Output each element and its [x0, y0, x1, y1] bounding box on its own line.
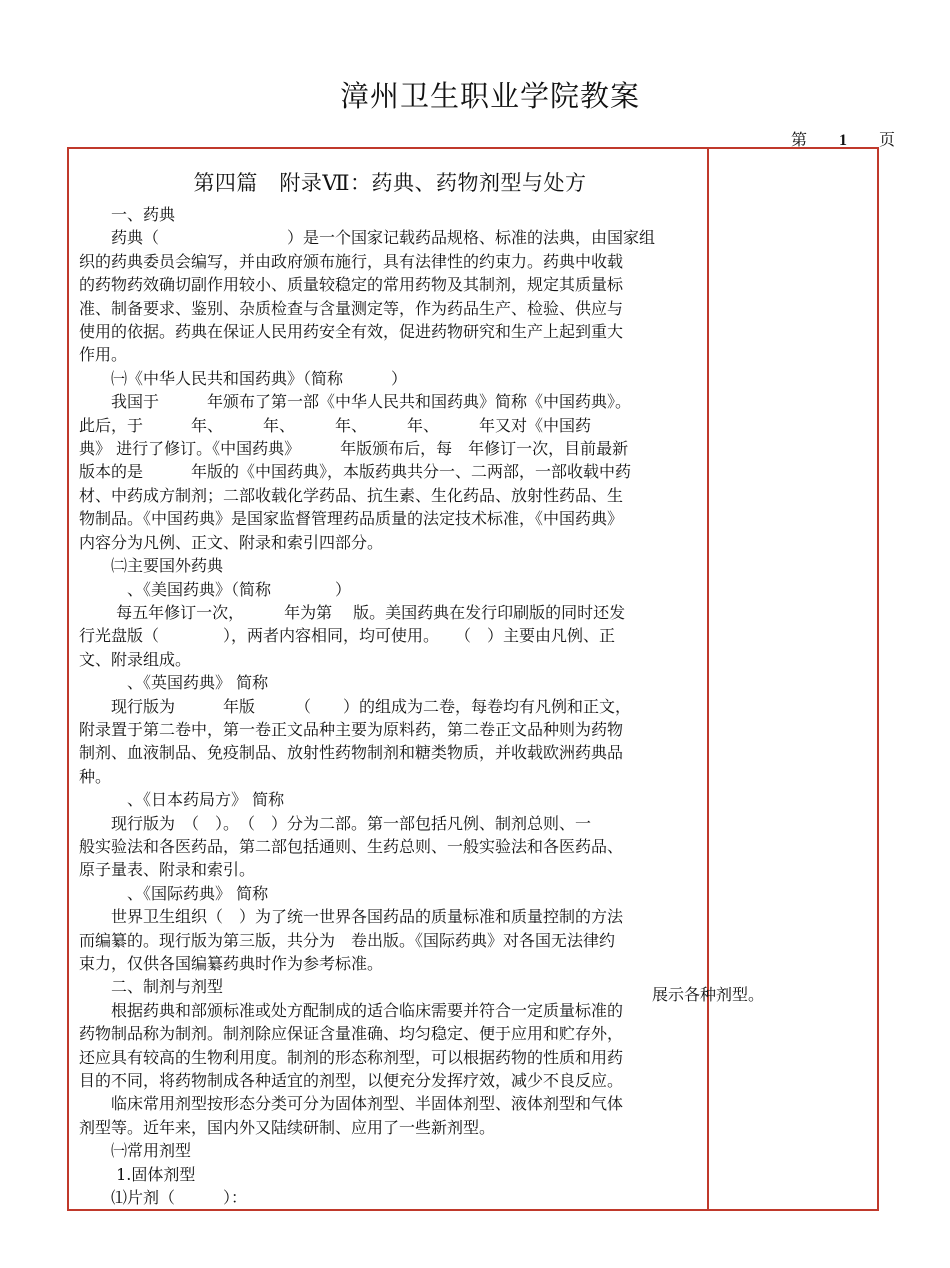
page-suffix: 页 — [879, 130, 896, 149]
text-line: 每五年修订一次， 年为第 版。美国药典在发行印刷版的同时还发 — [79, 602, 626, 622]
text-line: 文、附录组成。 — [79, 649, 192, 669]
text-line: 、《日本药局方》 简称 — [79, 790, 285, 810]
main-content-column — [69, 149, 707, 1209]
text-line: 一、药典 — [79, 205, 176, 224]
text-line: 典》 进行了修订。《中国药典》 年版颁布后，每 年修订一次，目前最新 — [79, 439, 629, 459]
text-line: 目的不同，将药物制成各种适宜的剂型，以便充分发挥疗效，减少不良反应。 — [79, 1071, 624, 1091]
text-line: ⑴片剂（ ）： — [79, 1188, 248, 1208]
text-line: 物制品。《中国药典》是国家监督管理药品质量的法定技术标准，《中国药典》 — [79, 509, 624, 529]
text-line: 现行版为 年版 （ ）的组成为二卷，每卷均有凡例和正文， — [79, 696, 632, 716]
text-line: 使用的依据。药典在保证人民用药安全有效，促进药物研究和生产上起到重大 — [79, 322, 624, 342]
text-line: 准、制备要求、鉴别、杂质检查与含量测定等，作为药品生产、检验、供应与 — [79, 298, 624, 318]
text-line: 1.固体剂型 — [79, 1164, 196, 1184]
text-line: 二、制剂与剂型 — [79, 977, 224, 997]
text-line: 此后，于 年、 年、 年、 年、 年又对《中国药 — [79, 415, 592, 435]
page-number: 1 — [839, 132, 848, 149]
text-line: 束力，仅供各国编纂药典时作为参考标准。 — [79, 954, 384, 973]
text-line: ㈠《中华人民共和国药典》（简称 ） — [79, 368, 408, 388]
section-title: 第四篇 附录Ⅶ：药典、药物剂型与处方 — [193, 171, 587, 195]
text-line: 般实验法和各医药品，第二部包括通则、生药总则、一般实验法和各医药品、 — [79, 836, 624, 856]
text-line: 、《英国药典》 简称 — [79, 673, 269, 693]
text-line: 、《美国药典》（简称 ） — [79, 579, 352, 599]
text-line: 行光盘版（ ），两者内容相同，均可使用。 （ ）主要由凡例、正 — [79, 626, 616, 646]
page-prefix: 第 — [791, 130, 808, 149]
text-line: 我国于 年颁布了第一部《中华人民共和国药典》简称《中国药典》。 — [79, 392, 632, 412]
lesson-plan-frame — [67, 147, 879, 1211]
text-line: 原子量表、附录和索引。 — [79, 860, 256, 880]
document-title: 漳州卫生职业学院教案 — [339, 79, 640, 113]
body-text — [79, 203, 701, 1209]
text-line: 织的药典委员会编写，并由政府颁布施行，具有法律性的约束力。药典中收载 — [79, 251, 624, 271]
text-line: 现行版为 （ ）。 （ ）分为二部。第一部包括凡例、制剂总则、一 — [79, 813, 592, 833]
text-line: 的药物药效确切副作用较小、质量较稳定的常用药物及其制剂，规定其质量标 — [79, 275, 624, 295]
text-line: ㈡主要国外药典 — [79, 556, 224, 576]
text-line: 根据药典和部颁标准或处方配制成的适合临床需要并符合一定质量标准的 — [79, 1000, 624, 1020]
text-line: 而编纂的。现行版为第三版，共分为 卷出版。《国际药典》对各国无法律约 — [79, 930, 616, 950]
text-line: 内容分为凡例、正文、附录和索引四部分。 — [79, 532, 384, 552]
text-line: ㈠常用剂型 — [79, 1141, 192, 1161]
text-line: 还应具有较高的生物利用度。制剂的形态称剂型，可以根据药物的性质和用药 — [79, 1047, 624, 1067]
text-line: 附录置于第二卷中，第一卷正文品种主要为原料药，第二卷正文品种则为药物 — [79, 719, 624, 739]
text-line: 临床常用剂型按形态分类可分为固体剂型、半固体剂型、液体剂型和气体 — [79, 1094, 624, 1114]
text-line: 作用。 — [79, 345, 128, 365]
column-divider — [707, 149, 709, 1209]
text-line: 材、中药成方制剂；二部收载化学药品、抗生素、生化药品、放射性药品、生 — [79, 485, 624, 505]
text-line: 种。 — [79, 766, 112, 786]
text-line: 药典（ ）是一个国家记载药品规格、标准的法典，由国家组 — [79, 228, 656, 248]
text-line: 剂型等。近年来，国内外又陆续研制、应用了一些新剂型。 — [79, 1117, 496, 1137]
text-line: 世界卫生组织（ ）为了统一世界各国药品的质量标准和质量控制的方法 — [79, 907, 624, 927]
text-line: 药物制品称为制剂。制剂除应保证含量准确、均匀稳定、便于应用和贮存外， — [79, 1024, 624, 1044]
side-note: 展示各种剂型。 — [652, 985, 765, 1004]
text-line: 版本的是 年版的《中国药典》，本版药典共分一、二两部，一部收载中药 — [79, 462, 632, 482]
text-line: 制剂、血液制品、免疫制品、放射性药物制剂和糖类物质，并收载欧洲药典品 — [79, 743, 624, 763]
text-line: 、《国际药典》 简称 — [79, 883, 269, 903]
